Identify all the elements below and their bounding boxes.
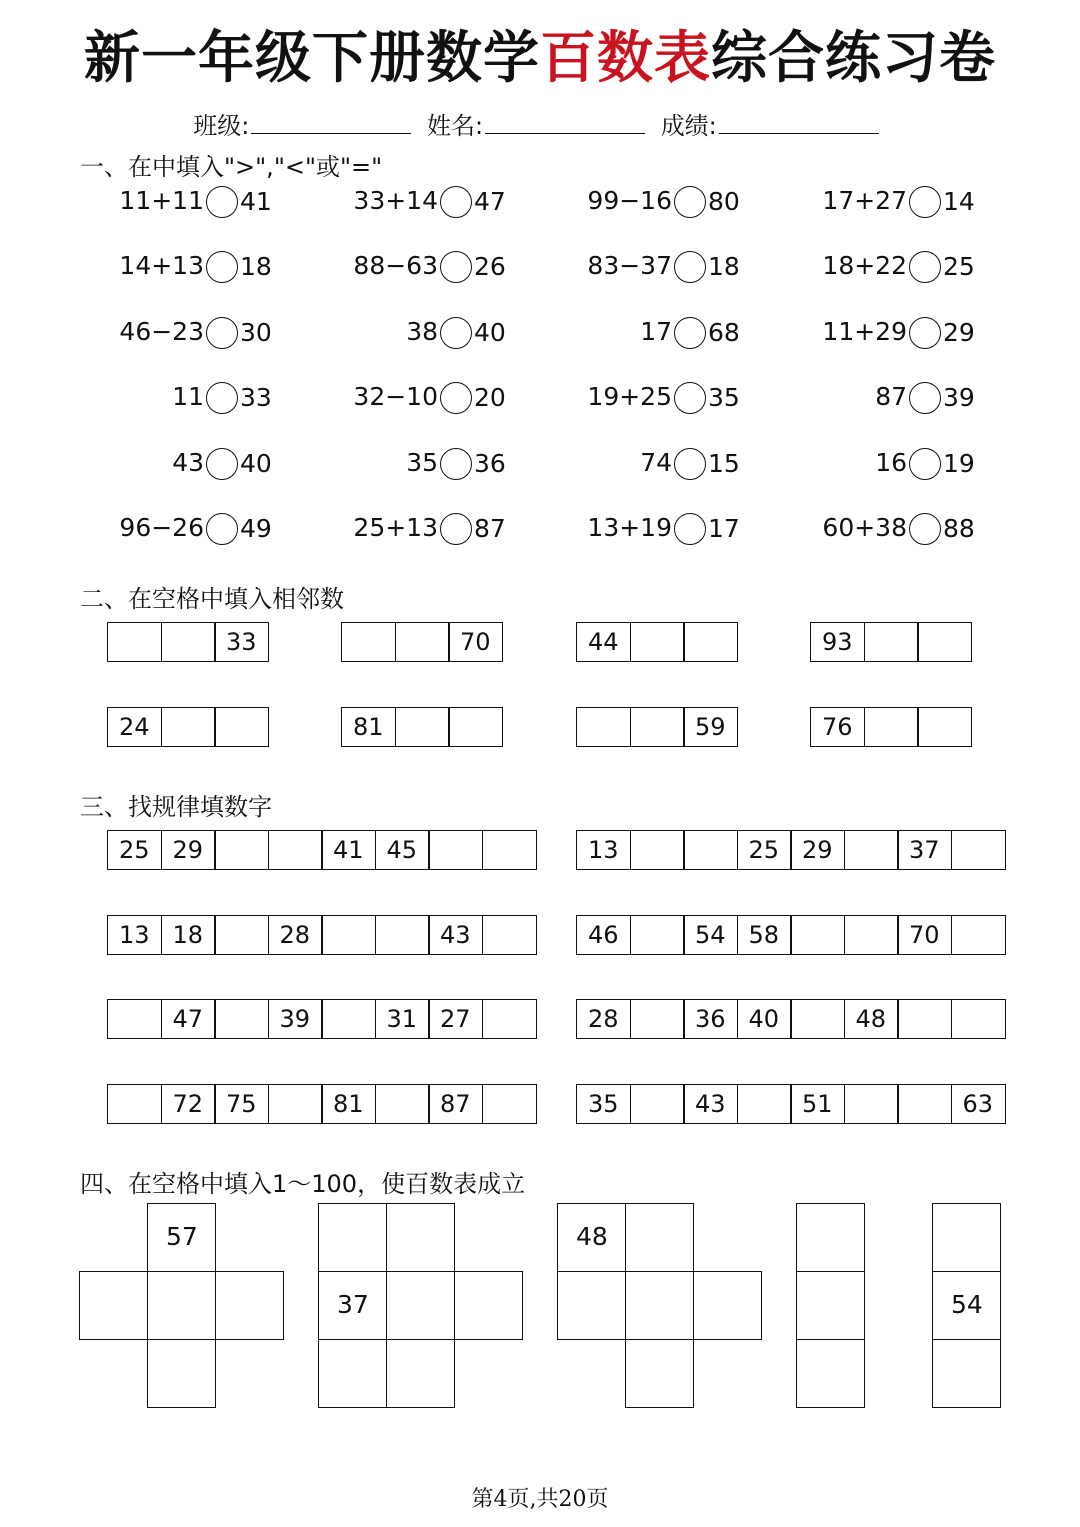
answer-circle[interactable] — [674, 317, 706, 349]
comparison-right: 40 — [474, 317, 506, 347]
given-cell: 13 — [107, 915, 162, 955]
blank-cell[interactable] — [576, 707, 631, 747]
comparison-left: 32−10 — [353, 382, 438, 412]
given-cell: 31 — [375, 999, 430, 1039]
given-cell: 33 — [214, 622, 269, 662]
comparison-item — [314, 377, 506, 417]
answer-circle[interactable] — [206, 448, 238, 480]
blank-cell[interactable] — [482, 830, 537, 870]
given-cell: 41 — [321, 830, 376, 870]
given-cell: 44 — [576, 622, 631, 662]
comparison-right: 33 — [240, 383, 272, 413]
comparison-item — [314, 312, 506, 352]
comparison-right: 19 — [943, 448, 975, 478]
given-cell: 54 — [932, 1271, 1001, 1340]
comparison-item — [548, 377, 740, 417]
given-cell: 43 — [428, 915, 483, 955]
title-highlight: 百数表 — [540, 25, 711, 91]
blank-cell[interactable] — [932, 1339, 1001, 1408]
comparison-left: 38 — [406, 316, 438, 346]
comparison-item — [548, 443, 740, 483]
blank-cell[interactable] — [318, 1339, 387, 1408]
answer-circle[interactable] — [206, 186, 238, 218]
comparison-item — [80, 312, 272, 352]
blank-cell[interactable] — [897, 1084, 952, 1124]
comparison-item — [548, 246, 740, 286]
comparison-right: 41 — [240, 187, 272, 216]
given-cell: 13 — [576, 830, 631, 870]
given-cell: 28 — [576, 999, 631, 1039]
blank-cell[interactable] — [557, 1271, 626, 1340]
answer-circle[interactable] — [440, 186, 472, 218]
comparison-right: 26 — [474, 252, 506, 282]
given-cell: 87 — [428, 1084, 483, 1124]
blank-cell[interactable] — [341, 622, 396, 662]
given-cell: 36 — [683, 999, 738, 1039]
blank-cell[interactable] — [693, 1271, 762, 1340]
comparison-item — [783, 181, 975, 221]
given-cell: 27 — [428, 999, 483, 1039]
blank-cell[interactable] — [844, 830, 899, 870]
blank-cell[interactable] — [932, 1203, 1001, 1272]
comparison-left: 18+22 — [822, 251, 907, 281]
comparison-right: 20 — [474, 383, 506, 413]
blank-cell[interactable] — [630, 1084, 685, 1124]
comparison-item — [80, 377, 272, 417]
blank-cell[interactable] — [318, 1203, 387, 1272]
comparison-item — [314, 443, 506, 483]
blank-cell[interactable] — [321, 999, 376, 1039]
blank-cell[interactable] — [625, 1203, 694, 1272]
comparison-right: 49 — [240, 514, 272, 543]
answer-circle[interactable] — [909, 317, 941, 349]
given-cell: 37 — [897, 830, 952, 870]
blank-cell[interactable] — [917, 622, 972, 662]
blank-cell[interactable] — [147, 1271, 216, 1340]
given-cell: 35 — [576, 1084, 631, 1124]
comparison-left: 17 — [640, 316, 672, 346]
answer-circle[interactable] — [206, 382, 238, 414]
blank-cell[interactable] — [395, 707, 450, 747]
blank-cell[interactable] — [395, 622, 450, 662]
comparison-right: 47 — [474, 187, 506, 216]
blank-cell[interactable] — [482, 999, 537, 1039]
answer-circle[interactable] — [909, 448, 941, 480]
comparison-left: 11 — [172, 382, 204, 412]
page-footer: 第4页,共20页 — [471, 1487, 609, 1512]
pattern-row — [107, 999, 537, 1039]
blank-cell[interactable] — [214, 707, 269, 747]
answer-circle[interactable] — [674, 251, 706, 283]
comparison-left: 11+29 — [822, 316, 907, 346]
comparison-left: 99−16 — [587, 186, 672, 215]
neighbor-row — [810, 707, 972, 747]
neighbor-row — [341, 622, 503, 662]
comparison-item — [548, 181, 740, 221]
given-cell: 63 — [951, 1084, 1006, 1124]
blank-cell[interactable] — [796, 1271, 865, 1340]
blank-cell[interactable] — [386, 1203, 455, 1272]
given-cell: 59 — [683, 707, 738, 747]
section4-heading: 四、在空格中填入1～100，使百数表成立 — [80, 1170, 526, 1198]
comparison-right: 18 — [240, 252, 272, 282]
blank-cell[interactable] — [897, 999, 952, 1039]
comparison-right: 18 — [708, 252, 740, 282]
comparison-item — [80, 246, 272, 286]
blank-cell[interactable] — [864, 707, 919, 747]
pattern-row — [576, 999, 1006, 1039]
given-cell: 47 — [161, 999, 216, 1039]
comparison-right: 88 — [943, 514, 975, 543]
given-cell: 75 — [214, 1084, 269, 1124]
given-cell: 81 — [341, 707, 396, 747]
given-cell: 28 — [268, 915, 323, 955]
blank-cell[interactable] — [630, 999, 685, 1039]
given-cell: 81 — [321, 1084, 376, 1124]
blank-cell[interactable] — [951, 999, 1006, 1039]
blank-cell[interactable] — [917, 707, 972, 747]
comparison-item — [314, 246, 506, 286]
given-cell: 70 — [448, 622, 503, 662]
score-field[interactable] — [719, 111, 879, 134]
given-cell: 48 — [844, 999, 899, 1039]
given-cell: 37 — [318, 1271, 387, 1340]
comparison-right: 29 — [943, 317, 975, 347]
blank-cell[interactable] — [268, 1084, 323, 1124]
given-cell: 25 — [107, 830, 162, 870]
comparison-item — [314, 508, 506, 548]
given-cell: 29 — [790, 830, 845, 870]
blank-cell[interactable] — [683, 622, 738, 662]
comparison-item — [548, 312, 740, 352]
comparison-right: 15 — [708, 448, 740, 478]
comparison-left: 19+25 — [587, 382, 672, 412]
blank-cell[interactable] — [737, 1084, 792, 1124]
comparison-left: 46−23 — [119, 316, 204, 346]
answer-circle[interactable] — [909, 382, 941, 414]
comparison-right: 17 — [708, 514, 740, 543]
score-label: 成绩: — [660, 112, 717, 140]
answer-circle[interactable] — [674, 186, 706, 218]
blank-cell[interactable] — [790, 999, 845, 1039]
blank-cell[interactable] — [161, 622, 216, 662]
answer-circle[interactable] — [440, 513, 472, 545]
comparison-item — [314, 181, 506, 221]
blank-cell[interactable] — [683, 830, 738, 870]
blank-cell[interactable] — [796, 1339, 865, 1408]
blank-cell[interactable] — [454, 1271, 523, 1340]
blank-cell[interactable] — [428, 830, 483, 870]
given-cell: 45 — [375, 830, 430, 870]
blank-cell[interactable] — [864, 622, 919, 662]
pattern-row — [576, 830, 1006, 870]
name-field[interactable] — [485, 111, 645, 134]
neighbor-row — [341, 707, 503, 747]
blank-cell[interactable] — [161, 707, 216, 747]
blank-cell[interactable] — [844, 1084, 899, 1124]
blank-cell[interactable] — [79, 1271, 148, 1340]
given-cell: 72 — [161, 1084, 216, 1124]
answer-circle[interactable] — [440, 382, 472, 414]
answer-circle[interactable] — [909, 251, 941, 283]
given-cell: 29 — [161, 830, 216, 870]
blank-cell[interactable] — [625, 1271, 694, 1340]
comparison-left: 35 — [406, 447, 438, 477]
blank-cell[interactable] — [147, 1339, 216, 1408]
comparison-left: 74 — [640, 447, 672, 477]
pattern-row — [576, 915, 1006, 955]
given-cell: 40 — [737, 999, 792, 1039]
blank-cell[interactable] — [107, 1084, 162, 1124]
comparison-left: 96−26 — [119, 513, 204, 542]
blank-cell[interactable] — [630, 622, 685, 662]
class-field[interactable] — [251, 111, 411, 134]
pattern-row — [107, 1084, 537, 1124]
given-cell: 54 — [683, 915, 738, 955]
comparison-left: 43 — [172, 447, 204, 477]
given-cell: 46 — [576, 915, 631, 955]
page-title: 新一年级下册数学百数表综合练习卷 — [84, 25, 996, 91]
answer-circle[interactable] — [440, 448, 472, 480]
comparison-left: 33+14 — [353, 186, 438, 215]
section2-heading: 二、在空格中填入相邻数 — [80, 585, 344, 613]
answer-circle[interactable] — [674, 513, 706, 545]
comparison-right: 40 — [240, 448, 272, 478]
answer-circle[interactable] — [206, 251, 238, 283]
comparison-right: 35 — [708, 383, 740, 413]
section3-heading: 三、找规律填数字 — [80, 793, 272, 821]
answer-circle[interactable] — [440, 251, 472, 283]
name-label: 姓名: — [426, 112, 484, 140]
answer-circle[interactable] — [909, 186, 941, 218]
blank-cell[interactable] — [448, 707, 503, 747]
blank-cell[interactable] — [951, 915, 1006, 955]
comparison-right: 80 — [708, 187, 740, 216]
blank-cell[interactable] — [215, 1271, 284, 1340]
blank-cell[interactable] — [107, 999, 162, 1039]
given-cell: 70 — [897, 915, 952, 955]
blank-cell[interactable] — [214, 999, 269, 1039]
neighbor-row — [576, 707, 738, 747]
blank-cell[interactable] — [796, 1203, 865, 1272]
comparison-left: 60+38 — [822, 513, 907, 542]
comparison-item — [783, 312, 975, 352]
blank-cell[interactable] — [951, 830, 1006, 870]
answer-circle[interactable] — [674, 382, 706, 414]
comparison-left: 14+13 — [119, 251, 204, 281]
comparison-left: 16 — [875, 447, 907, 477]
blank-cell[interactable] — [630, 707, 685, 747]
blank-cell[interactable] — [375, 915, 430, 955]
answer-circle[interactable] — [206, 513, 238, 545]
given-cell: 51 — [790, 1084, 845, 1124]
comparison-left: 11+11 — [119, 186, 204, 215]
given-cell: 93 — [810, 622, 865, 662]
comparison-right: 87 — [474, 514, 506, 543]
comparison-item — [783, 246, 975, 286]
comparison-item — [80, 508, 272, 548]
answer-circle[interactable] — [206, 317, 238, 349]
comparison-item — [783, 377, 975, 417]
blank-cell[interactable] — [375, 1084, 430, 1124]
comparison-right: 39 — [943, 383, 975, 413]
comparison-left: 83−37 — [587, 251, 672, 281]
comparison-left: 25+13 — [353, 513, 438, 542]
blank-cell[interactable] — [321, 915, 376, 955]
blank-cell[interactable] — [790, 915, 845, 955]
given-cell: 25 — [737, 830, 792, 870]
comparison-right: 25 — [943, 252, 975, 282]
blank-cell[interactable] — [630, 915, 685, 955]
comparison-left: 13+19 — [587, 513, 672, 542]
neighbor-row — [107, 622, 269, 662]
answer-circle[interactable] — [909, 513, 941, 545]
neighbor-row — [107, 707, 269, 747]
neighbor-row — [810, 622, 972, 662]
blank-cell[interactable] — [386, 1271, 455, 1340]
given-cell: 58 — [737, 915, 792, 955]
blank-cell[interactable] — [625, 1339, 694, 1408]
blank-cell[interactable] — [630, 830, 685, 870]
comparison-item — [783, 508, 975, 548]
comparison-left: 17+27 — [822, 186, 907, 215]
answer-circle[interactable] — [440, 317, 472, 349]
given-cell: 39 — [268, 999, 323, 1039]
comparison-right: 36 — [474, 448, 506, 478]
comparison-left: 87 — [875, 382, 907, 412]
pattern-row — [576, 1084, 1006, 1124]
blank-cell[interactable] — [214, 915, 269, 955]
comparison-item — [80, 443, 272, 483]
given-cell: 57 — [147, 1203, 216, 1272]
pattern-row — [107, 830, 537, 870]
class-label: 班级: — [193, 112, 250, 140]
comparison-item — [783, 443, 975, 483]
given-cell: 24 — [107, 707, 162, 747]
pattern-row — [107, 915, 537, 955]
comparison-right: 68 — [708, 317, 740, 347]
given-cell: 48 — [557, 1203, 626, 1272]
neighbor-row — [576, 622, 738, 662]
answer-circle[interactable] — [674, 448, 706, 480]
comparison-right: 30 — [240, 317, 272, 347]
comparison-right: 14 — [943, 187, 975, 216]
given-cell: 76 — [810, 707, 865, 747]
section1-heading: 一、在中填入">","<"或"=" — [80, 153, 383, 181]
comparison-item — [80, 181, 272, 221]
blank-cell[interactable] — [482, 1084, 537, 1124]
given-cell: 43 — [683, 1084, 738, 1124]
blank-cell[interactable] — [107, 622, 162, 662]
student-info — [0, 106, 1080, 141]
comparison-left: 88−63 — [353, 251, 438, 281]
given-cell: 18 — [161, 915, 216, 955]
blank-cell[interactable] — [844, 915, 899, 955]
blank-cell[interactable] — [214, 830, 269, 870]
blank-cell[interactable] — [482, 915, 537, 955]
blank-cell[interactable] — [386, 1339, 455, 1408]
blank-cell[interactable] — [268, 830, 323, 870]
comparison-item — [548, 508, 740, 548]
